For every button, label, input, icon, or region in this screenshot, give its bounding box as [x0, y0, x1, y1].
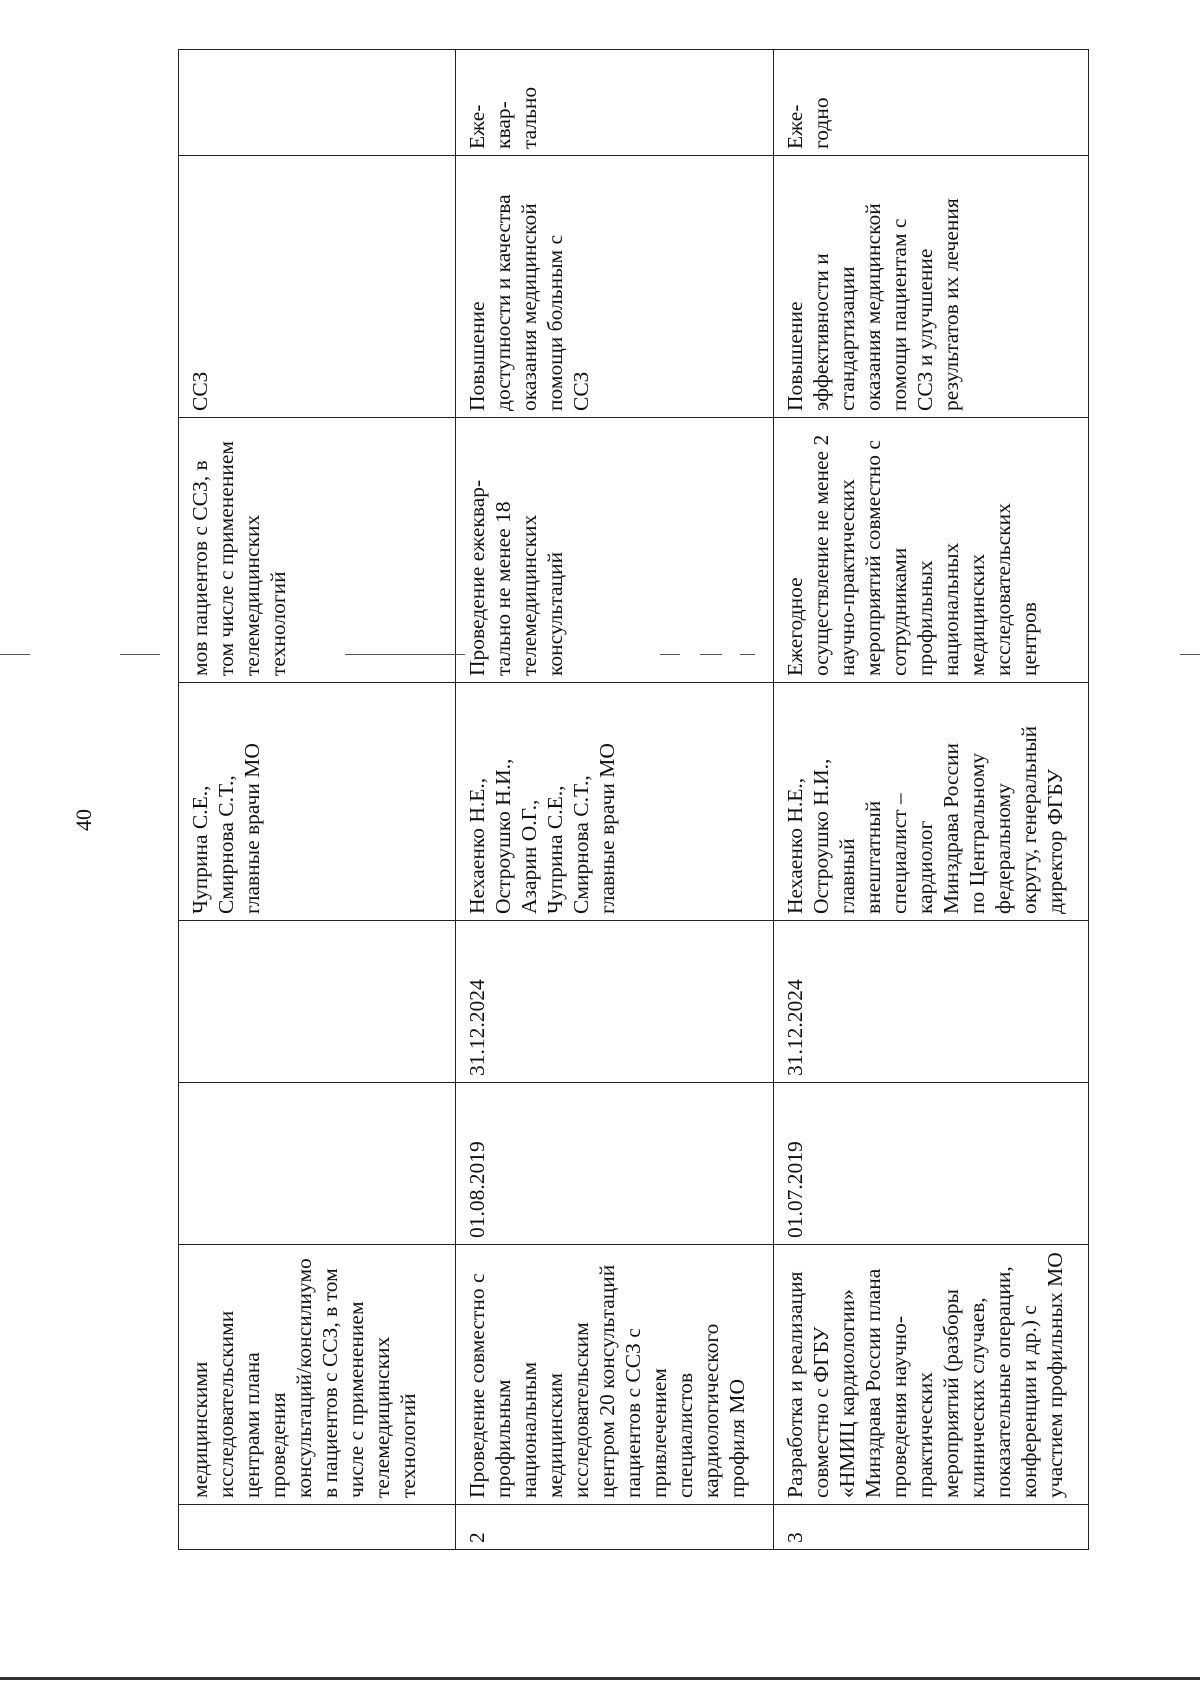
- cell-responsible-line: по Центральному: [965, 752, 989, 914]
- cell-event-line: участием профильных МО: [1043, 1252, 1067, 1498]
- cell-result-line: ССЗ: [188, 371, 212, 411]
- cell-responsible: [456, 683, 774, 921]
- cell-result-line: Повышение: [465, 301, 489, 411]
- cell-frequency-line: Еже-: [783, 104, 807, 149]
- cell-responsible-line: главные врачи МО: [595, 743, 619, 914]
- cell-event-line: конференции и др.) с: [1017, 1305, 1041, 1498]
- cell-end-date: 31.12.2024: [774, 921, 1089, 1083]
- cell-result-line: помощи пациентам с: [887, 218, 911, 411]
- cell-number: 3: [774, 1505, 1089, 1550]
- cell-event-line: медицинским: [543, 1373, 567, 1498]
- cell-event-line: медицинскими: [188, 1361, 212, 1498]
- cell-frequency: [774, 50, 1089, 156]
- cell-indicator-line: осуществление не менее 2: [809, 434, 833, 676]
- fold-mark-dash: [660, 654, 680, 655]
- cell-responsible-line: Минздрава России: [939, 742, 963, 914]
- cell-event-line: в пациентов с ССЗ, в том: [318, 1268, 342, 1498]
- cell-event-line: национальным: [517, 1361, 541, 1498]
- cell-event-line: Разработка и реализация: [783, 1271, 807, 1498]
- cell-indicator-line: телемедицинских: [240, 514, 264, 676]
- cell-responsible-line: федеральному: [991, 783, 1015, 914]
- cell-event-line: проведения: [266, 1392, 290, 1498]
- cell-indicator-line: технологий: [266, 571, 290, 676]
- cell-responsible-line: Нехаенко Н.Е.,: [783, 777, 807, 914]
- cell-frequency-line: годно: [809, 97, 833, 149]
- cell-responsible-line: Азарин О.Г.,: [517, 799, 541, 914]
- cell-result-line: результатов их лечения: [939, 198, 963, 411]
- cell-event-line: специалистов: [673, 1372, 697, 1498]
- cell-result: [774, 156, 1089, 418]
- cell-event-line: телемедицинских: [370, 1336, 394, 1498]
- cell-responsible-line: Нехаенко Н.Е.,: [465, 777, 489, 914]
- cell-start-date: 01.08.2019: [456, 1083, 774, 1245]
- cell-event-line: технологий: [396, 1393, 420, 1498]
- cell-number: 2: [456, 1505, 774, 1550]
- cell-event-line: клинических случаев,: [965, 1297, 989, 1498]
- cell-event-line: исследовательскими: [214, 1310, 238, 1498]
- cell-indicator-line: национальных: [939, 542, 963, 676]
- cell-result-line: помощи больным с: [543, 234, 567, 411]
- action-plan-table: [178, 49, 1089, 1550]
- cell-event-line: исследовательским: [569, 1322, 593, 1498]
- cell-event: [774, 1245, 1089, 1505]
- cell-event-line: показательные операции,: [991, 1266, 1015, 1498]
- cell-event-line: совместно с ФГБУ: [809, 1326, 833, 1498]
- cell-result-line: Повышение: [783, 301, 807, 411]
- cell-responsible-line: Остроушко Н.И.,: [809, 758, 833, 914]
- cell-start-date: [179, 1083, 456, 1245]
- cell-indicator-line: мов пациентов с ССЗ, в: [188, 460, 212, 676]
- cell-indicator-line: научно-практических: [835, 479, 859, 676]
- cell-responsible-line: Смирнова С.Т.,: [569, 775, 593, 914]
- cell-indicator: [456, 418, 774, 683]
- cell-indicator-line: консультаций: [543, 551, 567, 676]
- cell-responsible-line: главные врачи МО: [240, 743, 264, 914]
- cell-frequency: [456, 50, 774, 156]
- cell-event-line: привлечением: [647, 1368, 671, 1498]
- rotated-table-wrapper: [178, 50, 1088, 1550]
- fold-mark-dash: [740, 654, 755, 655]
- cell-end-date: 31.12.2024: [456, 921, 774, 1083]
- cell-responsible: [179, 683, 456, 921]
- scan-edge-line: [0, 1677, 1200, 1680]
- cell-event-line: числе с применением: [344, 1301, 368, 1498]
- cell-result-line: оказания медицинской: [517, 203, 541, 411]
- cell-indicator-line: мероприятий совместно с: [861, 440, 885, 676]
- cell-responsible-line: директор ФГБУ: [1043, 768, 1067, 914]
- cell-frequency-line: тально: [517, 86, 541, 149]
- cell-result-line: ССЗ: [569, 371, 593, 411]
- cell-responsible-line: Чуприна С.Е.,: [543, 785, 567, 914]
- cell-responsible-line: главный: [835, 838, 859, 914]
- cell-frequency-line: квар-: [491, 101, 515, 149]
- cell-event-line: Проведение совместно с: [465, 1273, 489, 1498]
- cell-indicator: [774, 418, 1089, 683]
- cell-responsible-line: Остроушко Н.И.,: [491, 758, 515, 914]
- cell-indicator-line: телемедицинских: [517, 514, 541, 676]
- cell-responsible-line: Чуприна С.Е.,: [188, 785, 212, 914]
- fold-mark-dash: [0, 654, 30, 655]
- cell-end-date: [179, 921, 456, 1083]
- cell-indicator-line: Проведение ежеквар-: [465, 479, 489, 676]
- page-number: 40: [71, 809, 96, 831]
- cell-event-line: практических: [913, 1372, 937, 1498]
- cell-responsible: [774, 683, 1089, 921]
- cell-indicator-line: центров: [1017, 602, 1041, 676]
- cell-event-line: Минздрава России плана: [861, 1268, 885, 1498]
- cell-result: [456, 156, 774, 418]
- cell-indicator-line: исследовательских: [991, 503, 1015, 676]
- cell-event-line: профильным: [491, 1379, 515, 1498]
- table-row: [179, 50, 456, 1550]
- cell-number: [179, 1505, 456, 1550]
- fold-mark-dash: [120, 654, 160, 655]
- cell-event: [456, 1245, 774, 1505]
- cell-indicator-line: том числе с применением: [214, 441, 238, 676]
- cell-result-line: ССЗ и улучшение: [913, 248, 937, 411]
- cell-result: [179, 156, 456, 418]
- cell-result-line: оказания медицинской: [861, 203, 885, 411]
- cell-indicator: [179, 418, 456, 683]
- cell-indicator-line: медицинских: [965, 553, 989, 676]
- cell-indicator-line: профильных: [913, 560, 937, 676]
- cell-event: [179, 1245, 456, 1505]
- cell-indicator-line: сотрудниками: [887, 547, 911, 676]
- cell-event-line: пациентов с ССЗ с: [621, 1328, 645, 1498]
- fold-mark-dash: [700, 654, 722, 655]
- table-row: [456, 50, 774, 1550]
- cell-responsible-line: кардиолог: [913, 820, 937, 914]
- cell-frequency: [179, 50, 456, 156]
- fold-mark-dash: [345, 654, 465, 655]
- cell-result-line: стандартизации: [835, 266, 859, 411]
- cell-indicator-line: тально не менее 18: [491, 501, 515, 676]
- cell-result-line: эффективности и: [809, 253, 833, 411]
- cell-event-line: консультаций/консилиумо: [292, 1258, 316, 1498]
- cell-start-date: 01.07.2019: [774, 1083, 1089, 1245]
- cell-responsible-line: Смирнова С.Т.,: [214, 775, 238, 914]
- cell-frequency-line: Еже-: [465, 104, 489, 149]
- fold-mark-dash: [1180, 654, 1200, 655]
- cell-responsible-line: внештатный: [861, 800, 885, 914]
- cell-event-line: кардиологического: [699, 1323, 723, 1498]
- cell-event-line: центром 20 консультаций: [595, 1264, 619, 1498]
- cell-responsible-line: округу, генеральный: [1017, 725, 1041, 914]
- cell-event-line: проведения научно-: [887, 1316, 911, 1498]
- cell-responsible-line: специалист –: [887, 793, 911, 914]
- cell-event-line: профиля МО: [725, 1378, 749, 1498]
- cell-event-line: «НМИЦ кардиологии»: [835, 1289, 859, 1498]
- table-body: [179, 50, 1089, 1550]
- table-row: [774, 50, 1089, 1550]
- cell-indicator-line: Ежегодное: [783, 577, 807, 676]
- cell-event-line: мероприятий (разборы: [939, 1289, 963, 1498]
- cell-event-line: центрами плана: [240, 1352, 264, 1498]
- cell-result-line: доступности и качества: [491, 194, 515, 411]
